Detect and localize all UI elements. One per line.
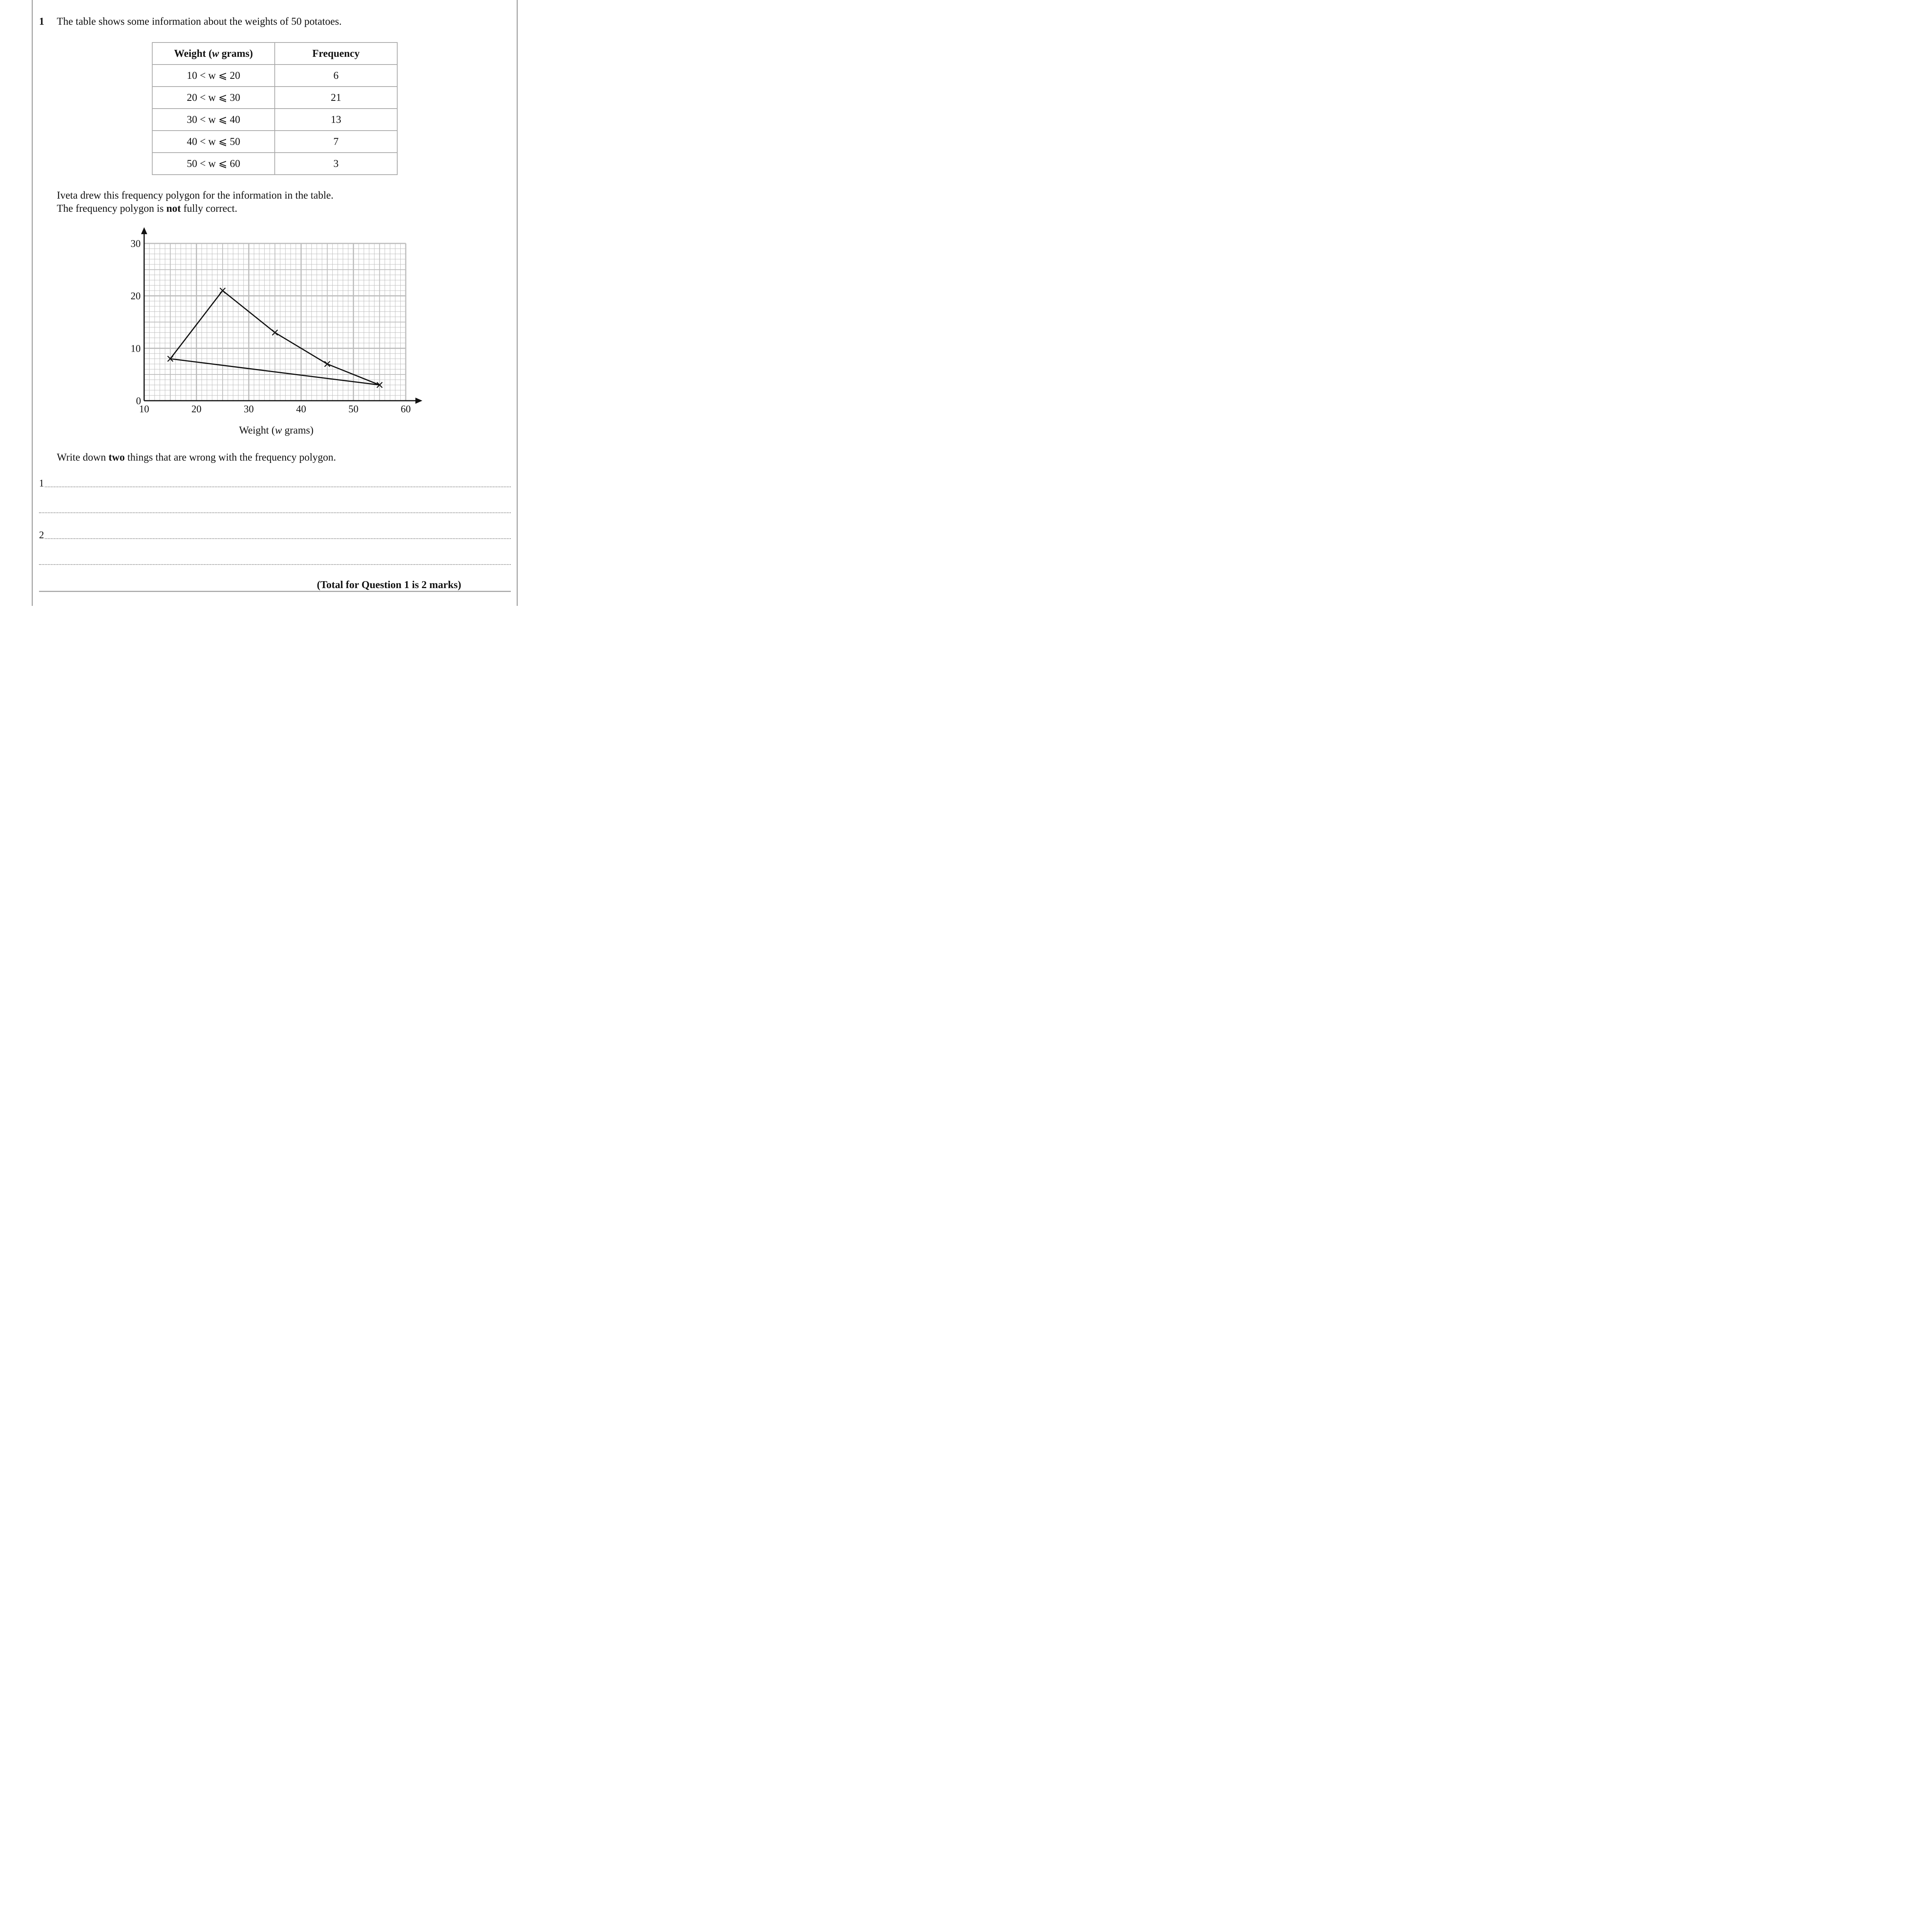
- frequency-polygon-chart: [0, 0, 546, 606]
- instruction: Write down two things that are wrong with the frequency polygon.: [57, 451, 336, 463]
- weight-cell: 50 < w ⩽ 60: [152, 153, 275, 175]
- weight-header: Weight (w grams): [152, 43, 275, 65]
- y-tick-label: 30: [131, 238, 141, 249]
- y-tick-label: 10: [131, 343, 141, 354]
- answer-line-2a[interactable]: [45, 538, 511, 539]
- chart-grid: [144, 243, 406, 401]
- frequency-header: Frequency: [275, 43, 397, 65]
- question-number: 1: [39, 15, 44, 27]
- frequency-cell: 6: [275, 65, 397, 87]
- weight-cell: 30 < w ⩽ 40: [152, 109, 275, 131]
- x-tick-label: 40: [296, 403, 306, 415]
- x-tick-label: 20: [191, 403, 202, 415]
- chart-axes: [141, 227, 422, 404]
- intro-line-2: The frequency polygon is not fully correct.: [57, 202, 238, 214]
- x-tick-label: 30: [243, 403, 254, 415]
- answer-line-1a[interactable]: [45, 486, 511, 487]
- frequency-cell: 21: [275, 87, 397, 109]
- frequency-cell: 7: [275, 131, 397, 153]
- total-marks: (Total for Question 1 is 2 marks): [317, 579, 461, 590]
- y-tick-label: 20: [131, 290, 141, 302]
- weight-cell: 10 < w ⩽ 20: [152, 65, 275, 87]
- intro-line-1: Iveta drew this frequency polygon for the information in the table.: [57, 189, 334, 201]
- weight-cell: 40 < w ⩽ 50: [152, 131, 275, 153]
- x-axis-arrowhead: [415, 398, 422, 404]
- y-tick-label: 0: [136, 395, 141, 406]
- answer-number-2: 2: [39, 529, 44, 541]
- x-axis-title: Weight (w grams): [239, 424, 314, 436]
- x-tick-label: 50: [348, 403, 359, 415]
- frequency-cell: 13: [275, 109, 397, 131]
- bottom-rule: [39, 591, 511, 592]
- y-axis-arrowhead: [141, 227, 147, 234]
- answer-line-2b[interactable]: [39, 564, 511, 565]
- question-stem: The table shows some information about the weights of 50 potatoes.: [57, 15, 342, 27]
- x-tick-label: 10: [139, 403, 149, 415]
- x-tick-label: 60: [401, 403, 411, 415]
- frequency-cell: 3: [275, 153, 397, 175]
- answer-number-1: 1: [39, 478, 44, 489]
- answer-line-1b[interactable]: [39, 512, 511, 513]
- weight-cell: 20 < w ⩽ 30: [152, 87, 275, 109]
